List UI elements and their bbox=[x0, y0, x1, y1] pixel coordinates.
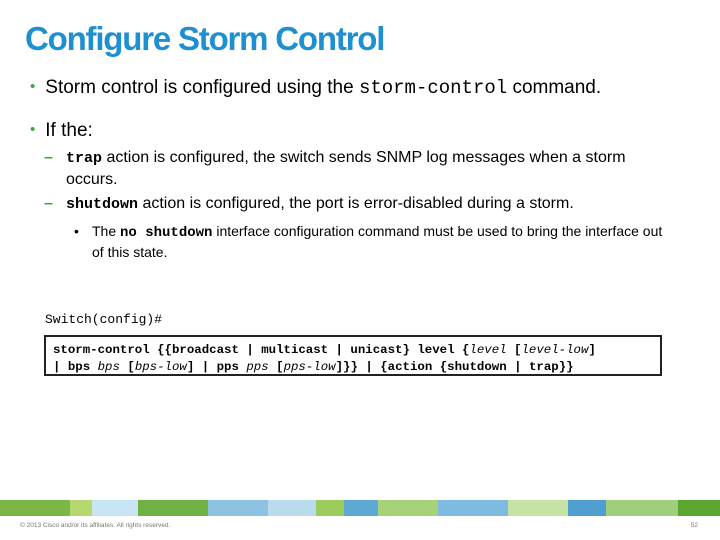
sub-sub-bullet-text: interface configuration command must be used to bring the interface out of this state. bbox=[92, 223, 663, 260]
bullet-dot: • bbox=[30, 78, 36, 95]
bullet-text-end: command. bbox=[507, 77, 602, 98]
bullet-text: If the: bbox=[45, 120, 93, 141]
sub-bullet-shutdown bbox=[44, 193, 664, 215]
command-trap: trap bbox=[66, 150, 103, 167]
sub-bullet-text: action is configured, the switch sends SNMP log messages when a storm occurs. bbox=[66, 149, 626, 188]
syntax-line-2: | bps bps [bps-low] | pps pps [pps-low]}} | {action {shutdown | trap}} bbox=[53, 360, 574, 374]
bullet-text: Storm control is configured using the bbox=[45, 77, 359, 98]
footer-color-bar bbox=[0, 500, 720, 516]
dash-marker: – bbox=[44, 195, 53, 212]
command-shutdown: shutdown bbox=[66, 196, 139, 213]
syntax-line-1: storm-control {{broadcast | multicast | unicast} level {level [level-low] bbox=[53, 343, 596, 357]
copyright-notice: © 2013 Cisco and/or its affiliates. All rights reserved. bbox=[20, 522, 171, 529]
page-number: 52 bbox=[690, 522, 698, 529]
bullet-if-the bbox=[30, 120, 93, 142]
bullet-dot: • bbox=[74, 223, 79, 239]
dash-marker: – bbox=[44, 149, 53, 166]
command-storm-control: storm-control bbox=[358, 77, 508, 99]
sub-bullet-trap bbox=[44, 147, 664, 190]
command-no-shutdown: no shutdown bbox=[120, 225, 213, 241]
sub-sub-bullet-no-shutdown bbox=[74, 222, 674, 262]
bullet-storm-control bbox=[30, 77, 601, 99]
cli-prompt: Switch(config)# bbox=[45, 312, 163, 327]
sub-sub-bullet-text-start: The bbox=[92, 223, 121, 239]
sub-bullet-text: action is configured, the port is error-disabled during a storm. bbox=[138, 195, 574, 212]
command-syntax-box bbox=[44, 335, 662, 376]
bullet-dot: • bbox=[30, 121, 36, 138]
slide-title: Configure Storm Control bbox=[25, 20, 385, 57]
